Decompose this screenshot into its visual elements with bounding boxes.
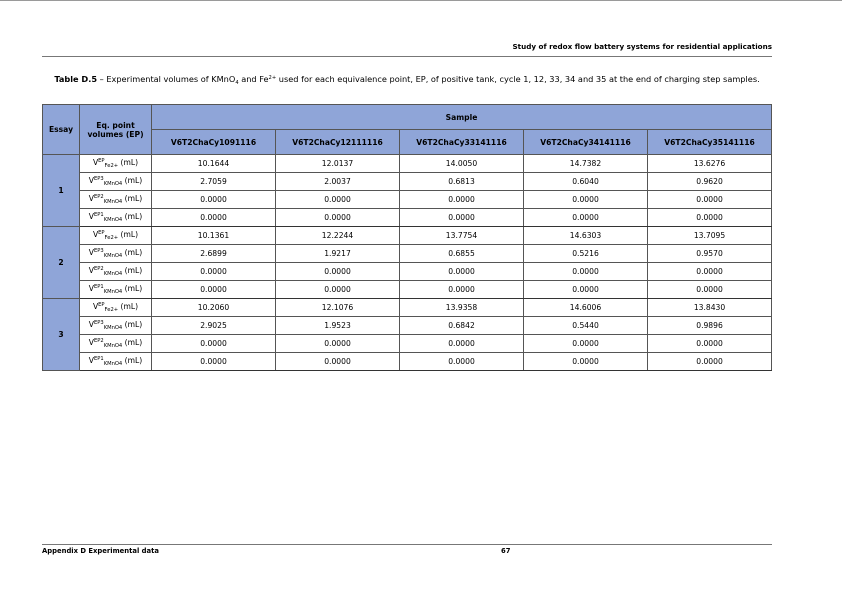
value-cell: 12.2244 [276,227,400,245]
eq-point-label-sup: EP2 [93,266,104,272]
value-cell: 1.9217 [276,245,400,263]
eq-point-label-base: V [88,194,94,203]
value-cell: 0.6855 [400,245,524,263]
eq-point-label-base: V [88,212,94,221]
value-cell: 13.7095 [648,227,772,245]
value-cell: 0.0000 [400,209,524,227]
eq-point-label-unit: (mL) [122,356,143,365]
value-cell: 12.1076 [276,299,400,317]
caption-text-3: used for each equivalence point, EP, of positive tank, cycle 1, 12, 33, 34 and 35 at the end of charging step samples. [276,74,760,84]
eq-point-label [80,281,152,299]
eq-point-label [80,173,152,191]
value-cell: 0.0000 [276,191,400,209]
eq-point-label [80,353,152,371]
caption-text-1: – Experimental volumes of KMnO [97,74,236,84]
eq-point-label-unit: (mL) [122,320,143,329]
value-cell: 0.0000 [524,281,648,299]
eq-point-label-sup: EP [98,302,105,308]
value-cell: 1.9523 [276,317,400,335]
essay-id: 3 [43,299,80,371]
table-row [43,245,772,263]
eq-point-label-base: V [92,230,99,239]
value-cell: 0.0000 [400,353,524,371]
table-row [43,227,772,245]
eq-point-label-sup: EP1 [93,284,104,290]
eq-point-label-unit: (mL) [122,338,143,347]
eq-point-label [80,263,152,281]
sample-column-header: V6T2ChaCy35141116 [648,130,772,155]
value-cell: 0.0000 [400,281,524,299]
value-cell: 0.6813 [400,173,524,191]
value-cell: 0.0000 [524,191,648,209]
sample-header: Sample [152,105,772,130]
eq-point-label-sub: KMnO4 [103,217,123,223]
value-cell: 0.6842 [400,317,524,335]
eq-point-label-unit: (mL) [122,212,143,221]
eq-point-label-sup: EP2 [93,194,104,200]
caption-label: Table D.5 [54,74,98,84]
value-cell: 10.2060 [152,299,276,317]
value-cell: 0.5440 [524,317,648,335]
eq-point-label-sub: KMnO4 [103,253,123,259]
value-cell: 14.0050 [400,155,524,173]
eq-point-label [80,299,152,317]
eq-point-label-sub: Fe2+ [104,307,119,313]
eq-point-label-base: V [88,266,94,275]
eq-point-label-sub: KMnO4 [103,181,123,187]
value-cell: 0.0000 [276,263,400,281]
value-cell: 2.0037 [276,173,400,191]
sample-column-header: V6T2ChaCy34141116 [524,130,648,155]
sample-column-header: V6T2ChaCy12111116 [276,130,400,155]
table-row [43,317,772,335]
table-row [43,335,772,353]
value-cell: 0.0000 [400,263,524,281]
eq-point-label-sub: KMnO4 [103,343,123,349]
eq-point-label-unit: (mL) [122,266,143,275]
caption-sub: 4 [235,80,239,86]
value-cell: 0.6040 [524,173,648,191]
eq-point-label-sub: Fe2+ [104,163,119,169]
essay-header: Essay [43,105,80,155]
eq-point-label-unit: (mL) [118,302,139,311]
value-cell: 0.0000 [276,209,400,227]
footer-section-title: Appendix D Experimental data [42,547,159,555]
value-cell: 10.1644 [152,155,276,173]
running-header: Study of redox flow battery systems for residential applications [512,42,772,51]
caption-text-2: and Fe [238,74,269,84]
table-row [43,209,772,227]
eq-point-label-unit: (mL) [122,248,143,257]
table-row [43,155,772,173]
value-cell: 13.6276 [648,155,772,173]
essay-id: 1 [43,155,80,227]
table-header [43,105,772,155]
value-cell: 0.0000 [152,335,276,353]
value-cell: 0.0000 [648,263,772,281]
value-cell: 13.8430 [648,299,772,317]
value-cell: 0.0000 [648,191,772,209]
value-cell: 14.7382 [524,155,648,173]
sample-column-header: V6T2ChaCy1091116 [152,130,276,155]
value-cell: 0.0000 [648,335,772,353]
value-cell: 0.0000 [648,281,772,299]
eq-point-label-base: V [88,356,94,365]
value-cell: 2.6899 [152,245,276,263]
value-cell: 0.0000 [152,209,276,227]
value-cell: 0.0000 [152,281,276,299]
table-row [43,299,772,317]
eq-point-label-sub: KMnO4 [103,271,123,277]
sample-column-header: V6T2ChaCy33141116 [400,130,524,155]
value-cell: 0.0000 [152,263,276,281]
eq-point-label-base: V [92,158,99,167]
eq-point-label-sub: KMnO4 [103,199,123,205]
eq-point-label-sup: EP2 [93,338,104,344]
table-row [43,191,772,209]
value-cell: 0.9620 [648,173,772,191]
value-cell: 0.5216 [524,245,648,263]
value-cell: 0.0000 [400,335,524,353]
value-cell: 0.0000 [524,263,648,281]
eq-point-label-sup: EP3 [93,248,104,254]
eq-point-label-sup: EP [98,230,105,236]
caption-sup: 2+ [268,75,277,81]
value-cell: 0.0000 [276,281,400,299]
eq-point-label-unit: (mL) [118,230,139,239]
eq-point-label [80,335,152,353]
value-cell: 0.0000 [400,191,524,209]
table-row [43,173,772,191]
eq-point-label [80,209,152,227]
value-cell: 14.6303 [524,227,648,245]
eq-point-label-sup: EP3 [93,176,104,182]
eq-point-label-unit: (mL) [122,176,143,185]
table-row [43,263,772,281]
eq-point-label [80,317,152,335]
eq-point-label-sub: KMnO4 [103,289,123,295]
value-cell: 10.1361 [152,227,276,245]
top-border [0,0,842,1]
essay-id: 2 [43,227,80,299]
value-cell: 0.0000 [524,209,648,227]
eq-point-label [80,155,152,173]
value-cell: 0.0000 [152,191,276,209]
value-cell: 0.0000 [524,353,648,371]
value-cell: 0.9570 [648,245,772,263]
eq-point-label-base: V [88,284,94,293]
value-cell: 14.6006 [524,299,648,317]
header-rule [42,56,772,57]
eq-point-label [80,227,152,245]
eq-point-label-sub: KMnO4 [103,325,123,331]
eq-point-label-sup: EP3 [93,320,104,326]
eq-point-label [80,191,152,209]
value-cell: 0.0000 [276,335,400,353]
table-caption [42,69,772,92]
page-number: 67 [501,547,511,555]
value-cell: 0.0000 [276,353,400,371]
table-body [43,155,772,371]
value-cell: 13.7754 [400,227,524,245]
value-cell: 0.9896 [648,317,772,335]
eq-point-label-sub: KMnO4 [103,361,123,367]
data-table [42,104,772,371]
eq-point-label-base: V [88,320,94,329]
value-cell: 0.0000 [648,209,772,227]
eq-point-label-base: V [88,248,94,257]
eq-point-label-unit: (mL) [122,284,143,293]
eq-point-label-base: V [92,302,99,311]
value-cell: 12.0137 [276,155,400,173]
footer-rule [42,544,772,545]
eq-point-label-unit: (mL) [118,158,139,167]
eq-point-label-unit: (mL) [122,194,143,203]
eq-point-label-sup: EP1 [93,356,104,362]
eq-point-label-base: V [88,176,94,185]
eq-point-label-sub: Fe2+ [104,235,119,241]
value-cell: 0.0000 [152,353,276,371]
value-cell: 2.9025 [152,317,276,335]
value-cell: 13.9358 [400,299,524,317]
eq-point-header: Eq. point volumes (EP) [80,105,152,155]
eq-point-label-sup: EP1 [93,212,104,218]
value-cell: 0.0000 [648,353,772,371]
eq-point-label-sup: EP [98,158,105,164]
eq-point-label-base: V [88,338,94,347]
table-row [43,353,772,371]
value-cell: 2.7059 [152,173,276,191]
table-row [43,281,772,299]
eq-point-label [80,245,152,263]
value-cell: 0.0000 [524,335,648,353]
